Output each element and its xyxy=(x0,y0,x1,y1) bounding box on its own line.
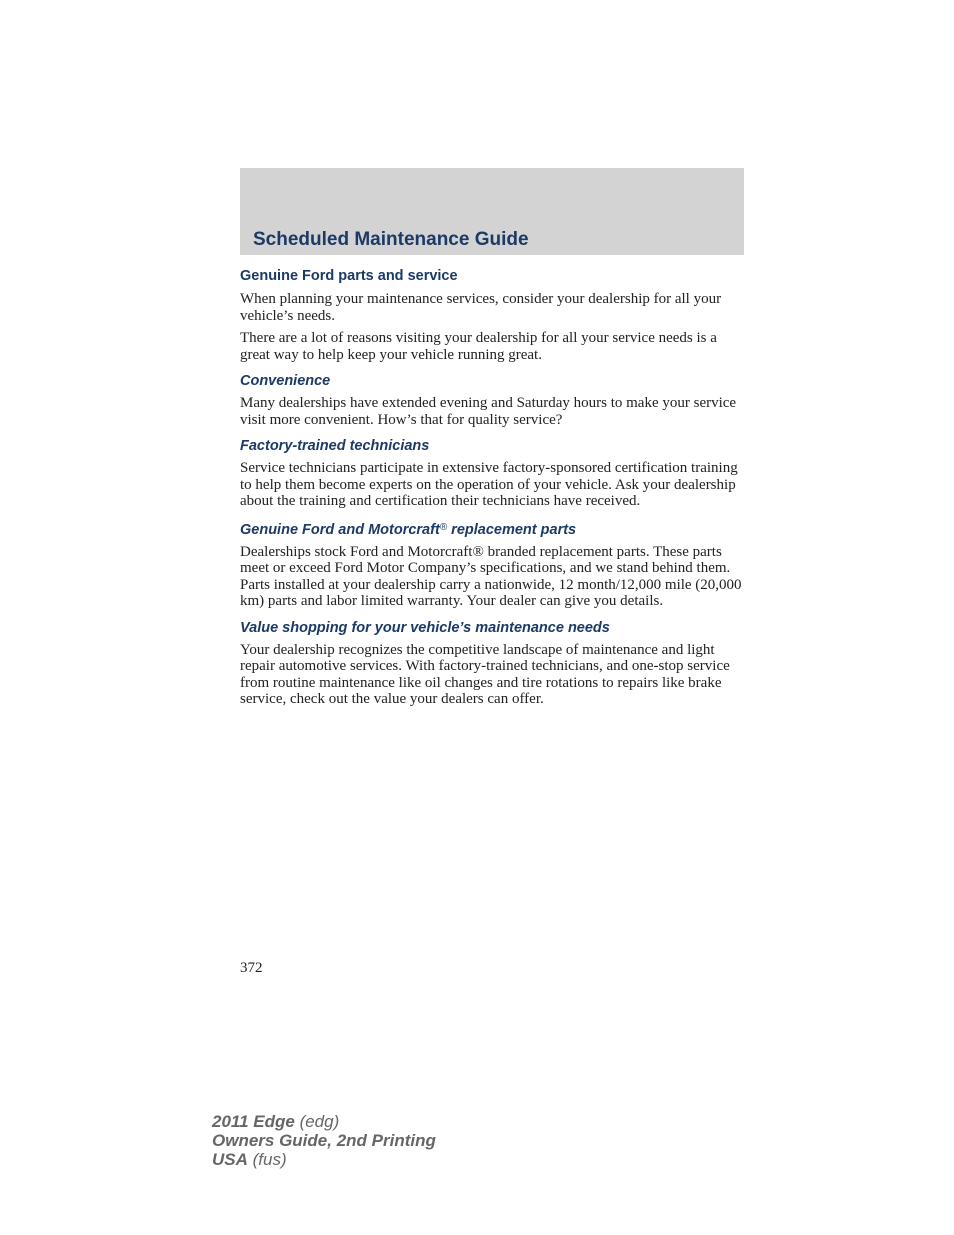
footer-market-code: (fus) xyxy=(247,1150,287,1169)
paragraph-convenience: Many dealerships have extended evening and Saturday hours to make your service visit more convenient. How’s that for quality service? xyxy=(240,395,737,428)
paragraph-replacement-parts: Dealerships stock Ford and Motorcraft® branded replacement parts. These parts meet or exceed Ford Motor Company’s specifications, and we stand behind them. Parts installed at your dealership carry a nationwide, 12 month/12,000 mile (20,000 km) parts and labor limited warranty. Your dealer can give you details. xyxy=(240,543,742,609)
footer-line-guide: Owners Guide, 2nd Printing xyxy=(212,1131,436,1150)
registered-mark: ® xyxy=(439,521,448,533)
page-number: 372 xyxy=(240,960,263,976)
paragraph-technicians: Service technicians participate in extensive factory-sponsored certification training to help them become experts on the operation of your vehicle. Ask your dealership about the training and certification their technicians have received. xyxy=(240,460,738,509)
subheading-convenience: Convenience xyxy=(240,373,331,389)
section-heading-genuine-parts: Genuine Ford parts and service xyxy=(240,268,458,284)
main-content xyxy=(240,266,746,714)
page-title: Scheduled Maintenance Guide xyxy=(253,229,529,250)
footer-model-code: (edg) xyxy=(294,1112,340,1131)
paragraph-reasons: There are a lot of reasons visiting your dealership for all your service needs is a great way to help keep your vehicle running great. xyxy=(240,330,717,363)
footer-market: USA xyxy=(212,1150,248,1169)
footer-imprint xyxy=(212,1112,436,1169)
subheading-technicians: Factory-trained technicians xyxy=(240,438,430,454)
footer-model: 2011 Edge xyxy=(212,1112,295,1131)
footer-line-market xyxy=(212,1150,436,1169)
footer-line-model xyxy=(212,1112,436,1131)
paragraph-value-shopping: Your dealership recognizes the competitive landscape of maintenance and light repair automotive services. With factory-trained technicians, and one-stop service from routine maintenance like oil changes and tire rotations to repairs like brake service, check out the value your dealers can offer. xyxy=(240,641,730,707)
subheading-parts-text-2: replacement parts xyxy=(447,521,577,538)
subheading-value-shopping: Value shopping for your vehicle’s maintenance needs xyxy=(240,619,610,636)
paragraph-planning: When planning your maintenance services, consider your dealership for all your vehicle’s needs. xyxy=(240,291,722,324)
subheading-parts-text-1: Genuine Ford and Motorcraft xyxy=(240,521,440,538)
subheading-replacement-parts xyxy=(240,518,746,540)
header-band xyxy=(240,168,744,255)
